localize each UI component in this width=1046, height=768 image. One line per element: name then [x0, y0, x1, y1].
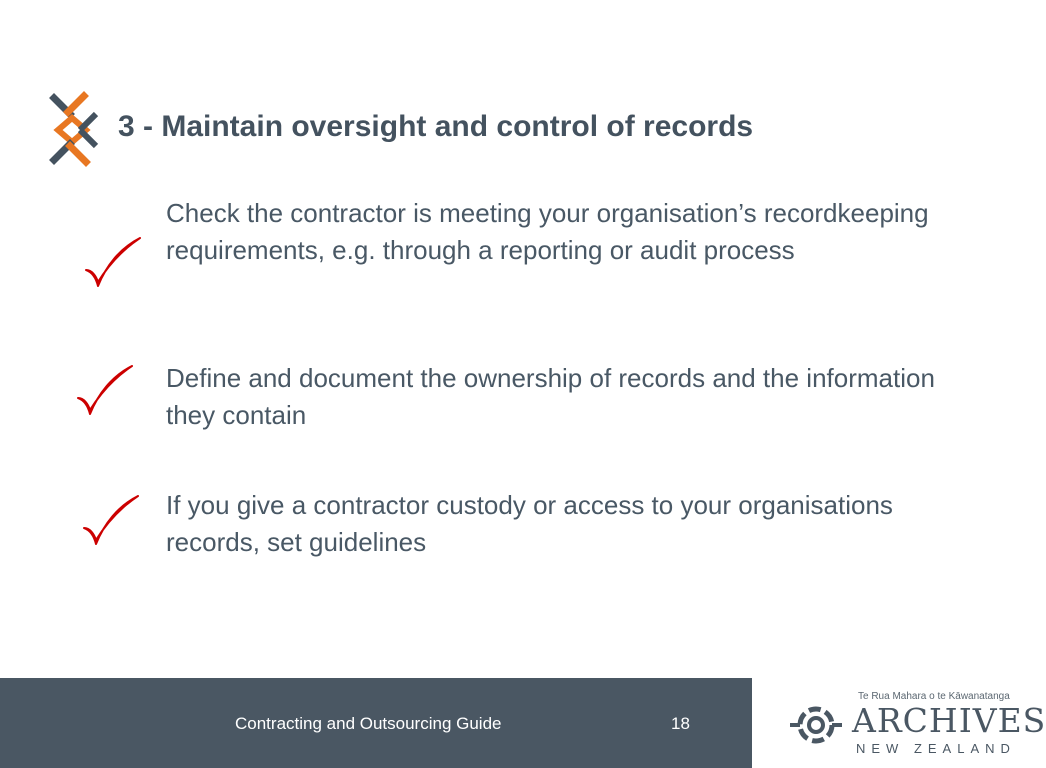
brand-name: ARCHIVES: [852, 701, 1046, 740]
slide-logo-icon: [50, 92, 102, 166]
checkmark-icon: [76, 490, 146, 552]
checkmark-icon: [78, 232, 148, 294]
checkmark-icon: [70, 360, 140, 422]
slide-title: 3 - Maintain oversight and control of records: [118, 110, 754, 143]
bullet-text: Check the contractor is meeting your organisation’s recordkeeping requirements, e.g. through a reporting or audit process: [166, 198, 929, 265]
bullet-text: If you give a contractor custody or access to your organisations records, set guidelines: [166, 490, 893, 557]
bullet-text: Define and document the ownership of records and the information they contain: [166, 363, 935, 430]
page-number: 18: [671, 714, 690, 733]
archives-emblem-icon: [786, 699, 846, 751]
brand-country: NEW ZEALAND: [856, 741, 1016, 756]
footer-document-title: Contracting and Outsourcing Guide: [235, 714, 502, 733]
brand-motto: Te Rua Mahara o te Kāwanatanga: [858, 691, 1010, 702]
